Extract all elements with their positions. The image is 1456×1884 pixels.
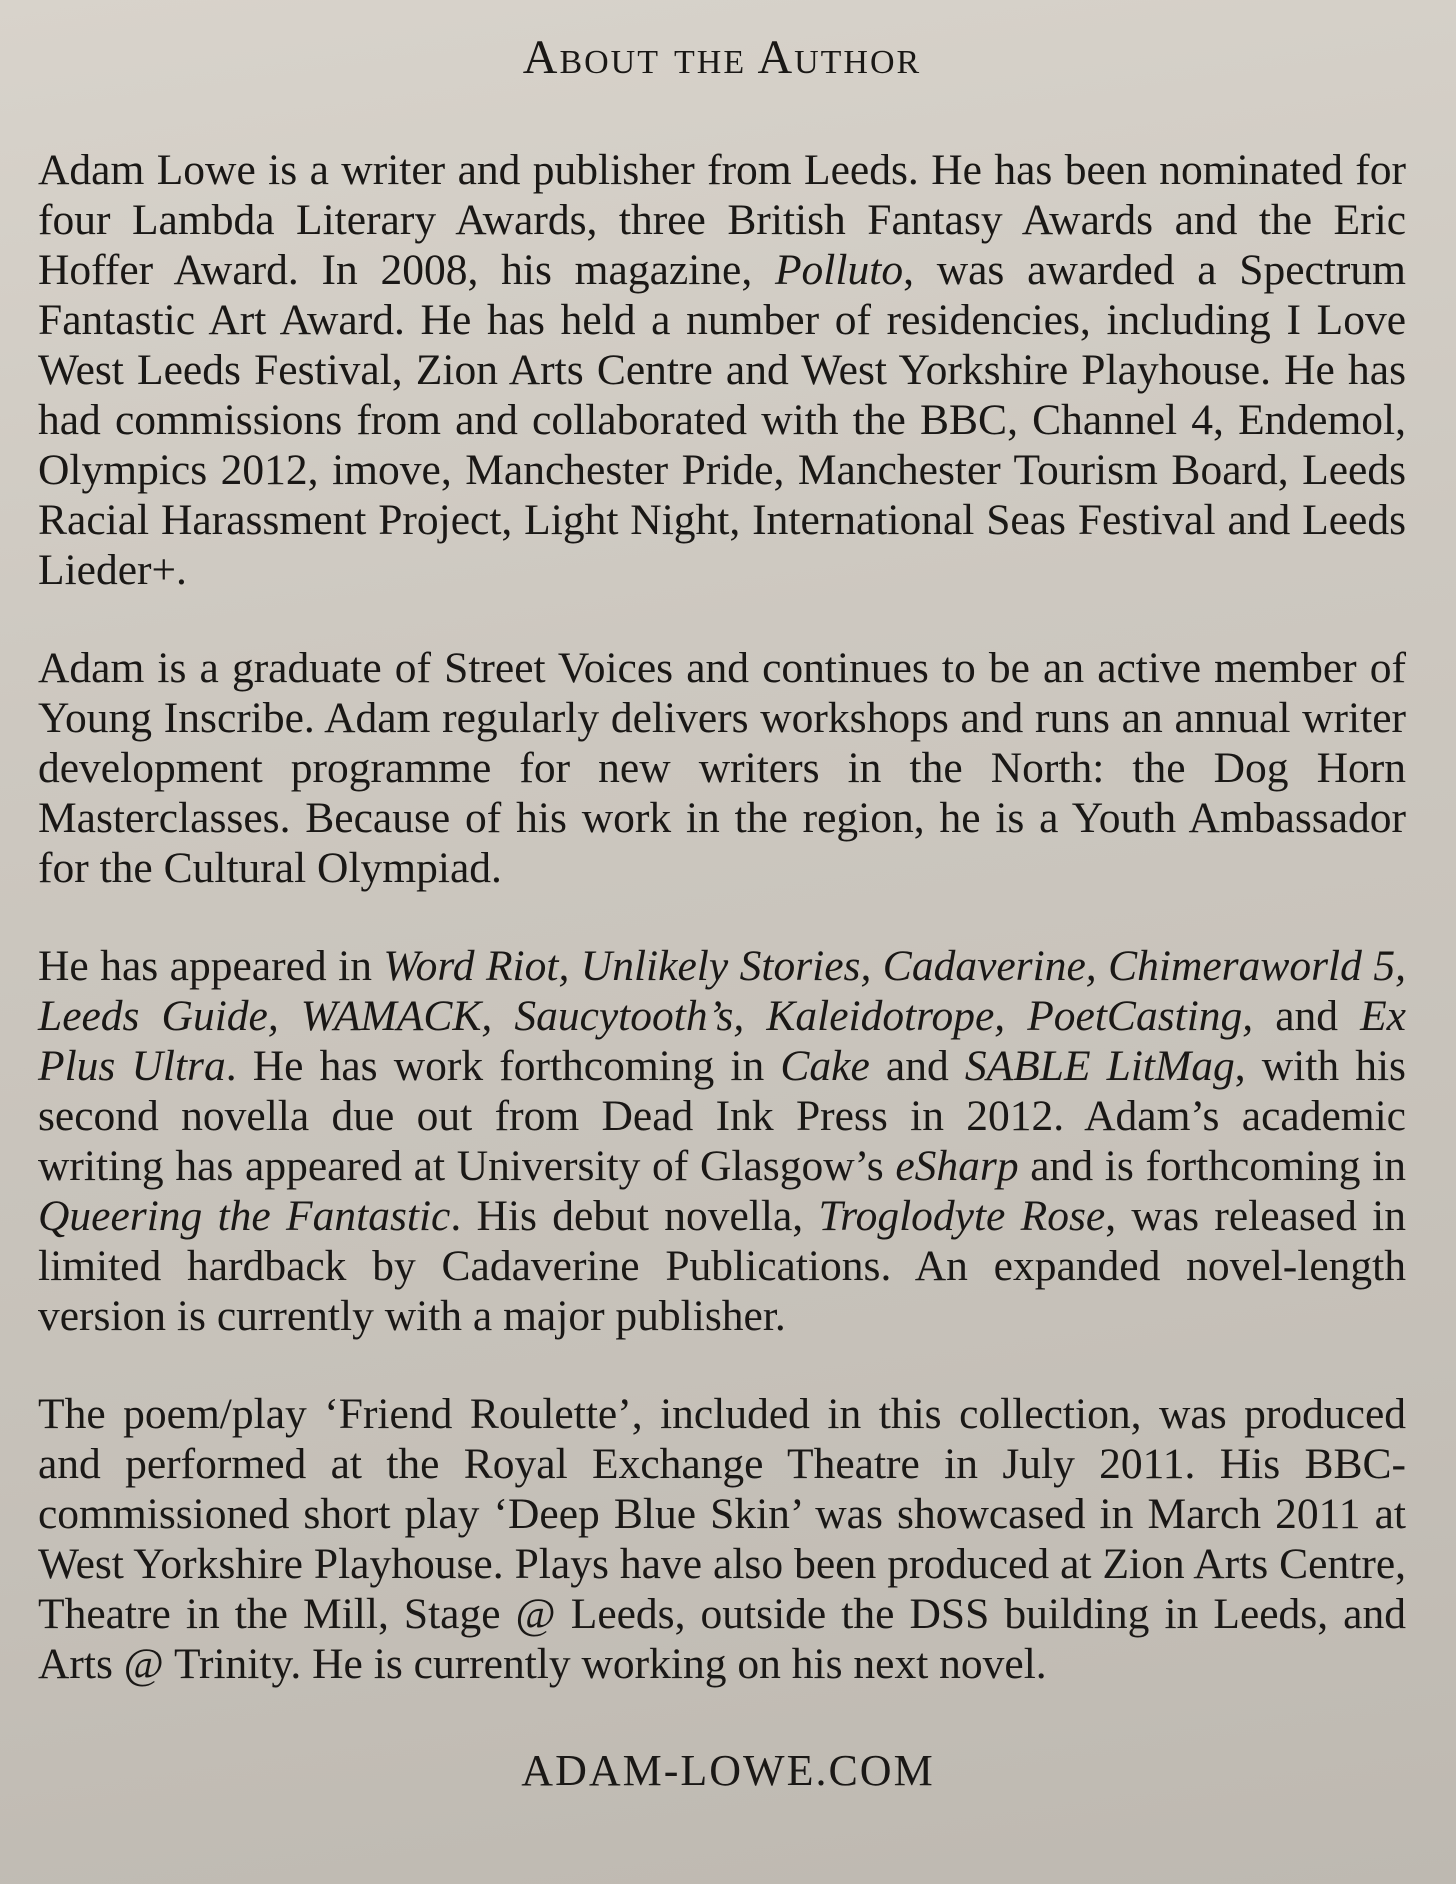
website-url: ADAM-LOWE.COM	[521, 1746, 935, 1795]
sable-title: SABLE LitMag	[964, 1042, 1235, 1090]
paragraph-1	[38, 145, 1406, 595]
queering-title: Queering the Fantastic	[38, 1192, 451, 1240]
ex-plus-ultra-title: Ex Plus Ultra	[38, 992, 1406, 1090]
paragraph-2: Adam is a graduate of Street Voices and continues to be an active member of Young Inscribe. Adam regularly delivers workshops and runs an annual writer development programme for new writers in the North: the Dog Horn Masterclasses. Because of his work in the region, he is a Youth Ambassador for the Cultural Olympiad.	[38, 644, 1406, 892]
paragraph-4: The poem/play ‘Friend Roulette’, included in this collection, was produced and performed at the Royal Exchange Theatre in July 2011. His BBC-commissioned short play ‘Deep Blue Skin’ was showcased in March 2011 at West Yorkshire Playhouse. Plays have also been produced at Zion Arts Centre, Theatre in the Mill, Stage @ Leeds, outside the DSS building in Leeds, and Arts @ Trinity. He is currently working on his next novel.	[38, 1390, 1406, 1688]
p1-text-b: , was awarded a Spectrum Fantastic Art Award. He has held a number of residencies, including I Love West Leeds Festival, Zion Arts Centre and West Yorkshire Playhouse. He has had commissions from and collaborated with the BBC, Channel 4, Endemol, Olympics 2012, imove, Manchester Pride, Manchester Tourism Board, Leeds Racial Harassment Project, Light Night, International Seas Festival and Leeds Lieder+.	[38, 246, 1406, 594]
p1-text-a: Adam Lowe is a writer and publisher from Leeds. He has been nominated for four Lambda Literary Awards, three British Fantasy Awards and the Eric Hoffer Award. In 2008, his magazine,	[38, 146, 1406, 294]
cake-title: Cake	[780, 1042, 870, 1090]
p3-text-g: . His debut novella,	[450, 1192, 819, 1240]
p3-text-c: . He has work forthcoming in	[225, 1042, 781, 1090]
p3-text-a: He has appeared in	[38, 942, 384, 990]
p3-text-b: and	[1253, 992, 1361, 1040]
p3-text-d: and	[869, 1042, 965, 1090]
paragraph-3	[38, 941, 1406, 1341]
esharp-title: eSharp	[895, 1142, 1019, 1190]
p3-text-e: , with his second novella due out from Dead Ink Press in 2012. Adam’s academic writing has appeared at University of Glasgow’s	[38, 1042, 1406, 1190]
page-title: About the Author	[522, 31, 922, 84]
publications-list: Word Riot, Unlikely Stories, Cadaverine, Chimeraworld 5, Leeds Guide, WAMACK, Saucytooth’s, Kaleidotrope, PoetCasting,	[38, 942, 1406, 1040]
p3-text-f: and is forthcoming in	[1018, 1142, 1406, 1190]
troglodyte-rose-title: Troglodyte Rose	[818, 1192, 1106, 1240]
polluto-title: Polluto	[774, 246, 904, 294]
p3-text-h: , was released in limited hardback by Cadaverine Publications. An expanded novel-length version is currently with a major publisher.	[38, 1192, 1406, 1340]
